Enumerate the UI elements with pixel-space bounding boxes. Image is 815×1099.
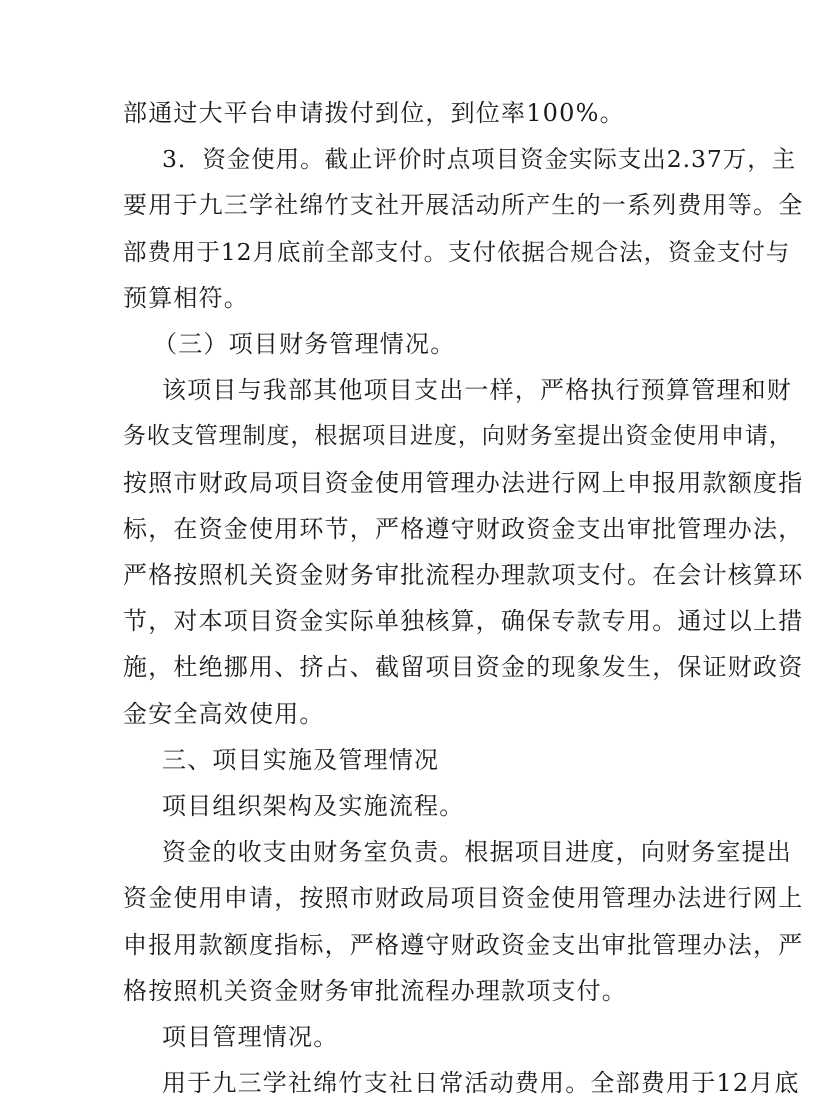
text-line: 格按照机关资金财务审批流程办理款项支付。 [123, 977, 627, 1005]
text-line: 申报用款额度指标，严格遵守财政资金支出审批管理办法，严 [123, 931, 804, 959]
section-heading: （三）项目财务管理情况。 [153, 330, 456, 358]
text-line: 预算相符。 [123, 284, 249, 312]
text-line: 资金的收支由财务室负责。根据项目进度，向财务室提出 [162, 838, 792, 866]
text-line: 节，对本项目资金实际单独核算，确保专款专用。通过以上措 [123, 607, 804, 635]
text-line: 严格按照机关资金财务审批流程办理款项支付。在会计核算环 [123, 561, 804, 589]
section-heading: 三、项目实施及管理情况 [162, 746, 440, 774]
text-line: 部通过大平台申请拨付到位，到位率100%。 [123, 99, 625, 127]
text-line: 资金使用申请，按照市财政局项目资金使用管理办法进行网上 [123, 884, 804, 912]
text-line: 要用于九三学社绵竹支社开展活动所产生的一系列费用等。全 [123, 191, 804, 219]
text-line: 3．资金使用。截止评价时点项目资金实际支出2.37万，主 [162, 145, 797, 173]
text-line: 金安全高效使用。 [123, 700, 325, 728]
text-line: 标，在资金使用环节，严格遵守财政资金支出审批管理办法， [123, 515, 804, 543]
text-line: 务收支管理制度，根据项目进度，向财务室提出资金使用申请， [123, 423, 793, 449]
text-line: 用于九三学社绵竹支社日常活动费用。全部费用于12月底 [162, 1069, 800, 1097]
text-line: 该项目与我部其他项目支出一样，严格执行预算管理和财 [162, 376, 792, 404]
subsection-heading: 项目组织架构及实施流程。 [162, 792, 465, 820]
text-line: 施，杜绝挪用、挤占、截留项目资金的现象发生，保证财政资 [123, 653, 804, 681]
text-line: 部费用于12月底前全部支付。支付依据合规合法，资金支付与 [123, 238, 791, 266]
text-line: 按照市财政局项目资金使用管理办法进行网上申报用款额度指 [123, 469, 804, 497]
subsection-heading: 项目管理情况。 [162, 1023, 339, 1051]
